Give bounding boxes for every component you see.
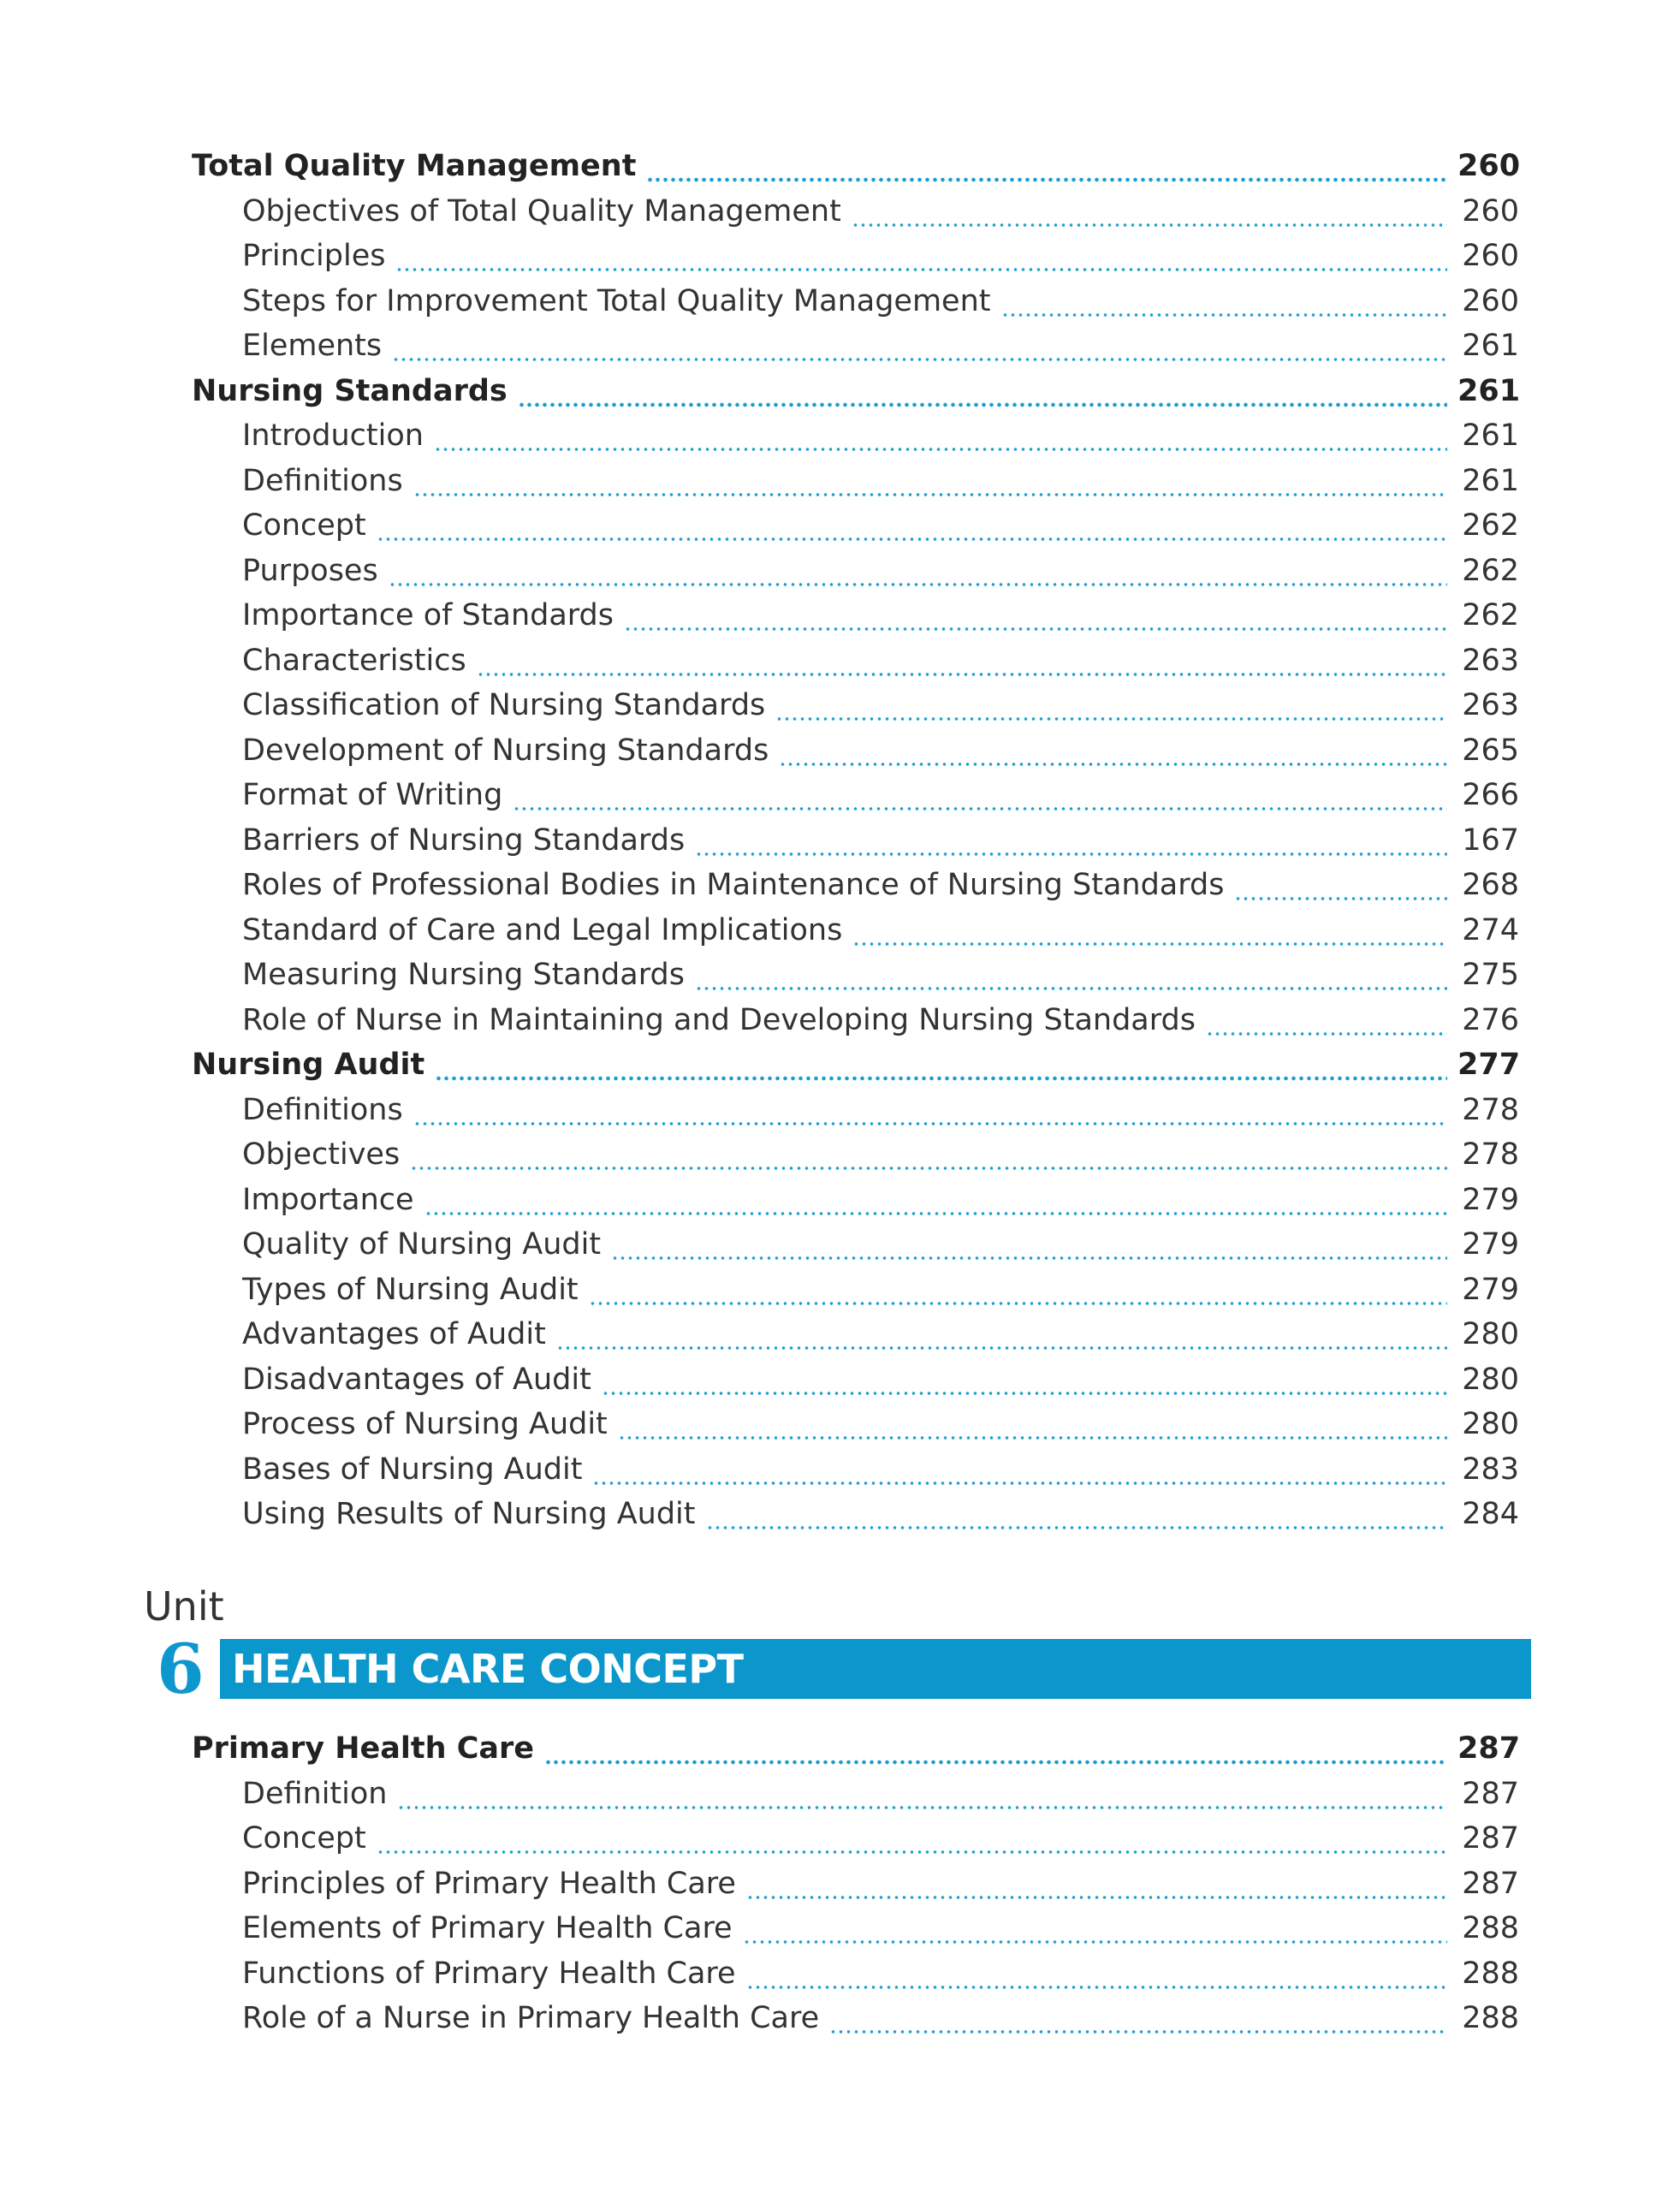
toc-entry-title: Objectives bbox=[242, 1137, 401, 1172]
dot-leader bbox=[695, 985, 1447, 992]
toc-entry-row[interactable] bbox=[0, 644, 1680, 688]
toc-entry-row[interactable] bbox=[0, 1273, 1680, 1317]
dot-leader bbox=[589, 1300, 1447, 1307]
toc-entry-row[interactable] bbox=[0, 1003, 1680, 1048]
toc-page-number: 288 bbox=[1462, 2001, 1519, 2035]
toc-entry-title: Definition bbox=[242, 1776, 388, 1811]
toc-entry-title: Steps for Improvement Total Quality Management bbox=[242, 283, 991, 318]
toc-entry-title: Barriers of Nursing Standards bbox=[242, 822, 686, 858]
toc-entry-title: Process of Nursing Audit bbox=[242, 1407, 608, 1441]
toc-entry-title: Elements bbox=[242, 329, 383, 363]
toc-entry-title: Importance of Standards bbox=[242, 598, 614, 632]
dot-leader bbox=[413, 1120, 1447, 1127]
toc-entry-title: Role of Nurse in Maintaining and Developing Nursing Standards bbox=[242, 1002, 1196, 1037]
toc-page-number: 274 bbox=[1462, 912, 1519, 947]
toc-entry-row[interactable] bbox=[0, 239, 1680, 283]
toc-entry-title: Using Results of Nursing Audit bbox=[242, 1497, 696, 1531]
dot-leader bbox=[852, 222, 1447, 229]
toc-page-number: 280 bbox=[1462, 1362, 1519, 1397]
toc-page-number: 279 bbox=[1462, 1182, 1519, 1217]
unit-title: HEALTH CARE CONCEPT bbox=[232, 1646, 744, 1692]
toc-page-number: 287 bbox=[1462, 1776, 1519, 1811]
toc-page-number: 287 bbox=[1462, 1821, 1519, 1856]
dot-leader bbox=[852, 941, 1447, 947]
toc-page-number: 288 bbox=[1462, 1956, 1519, 1991]
toc-entry-title: Total Quality Management bbox=[192, 149, 637, 183]
toc-heading-row[interactable] bbox=[0, 1048, 1680, 1092]
toc-entry-title: Objectives of Total Quality Management bbox=[242, 193, 841, 229]
toc-entry-row[interactable] bbox=[0, 1093, 1680, 1137]
dot-leader bbox=[1206, 1030, 1447, 1037]
toc-page-number: 261 bbox=[1462, 329, 1519, 363]
toc-page-number: 279 bbox=[1462, 1227, 1519, 1262]
toc-page-number: 261 bbox=[1462, 463, 1519, 498]
toc-entry-title: Elements of Primary Health Care bbox=[242, 1911, 733, 1945]
toc-page-number: 266 bbox=[1462, 778, 1519, 812]
toc-page-number: 288 bbox=[1462, 1911, 1519, 1945]
dot-leader bbox=[397, 1804, 1447, 1811]
toc-entry-title: Primary Health Care bbox=[192, 1731, 535, 1766]
dot-leader bbox=[377, 1849, 1447, 1856]
toc-entry-title: Quality of Nursing Audit bbox=[242, 1227, 602, 1262]
dot-leader bbox=[743, 1939, 1447, 1945]
dot-leader bbox=[389, 581, 1447, 588]
toc-entry-title: Characteristics bbox=[242, 643, 466, 678]
toc-entry-row[interactable] bbox=[0, 1956, 1680, 2001]
toc-page-number: 260 bbox=[1457, 149, 1521, 183]
toc-entry-row[interactable] bbox=[0, 194, 1680, 239]
dot-leader bbox=[829, 2028, 1447, 2035]
toc-heading-row[interactable] bbox=[0, 149, 1680, 193]
toc-entry-title: Development of Nursing Standards bbox=[242, 733, 769, 768]
dot-leader bbox=[556, 1345, 1447, 1351]
toc-page-number: 283 bbox=[1462, 1452, 1519, 1487]
toc-entry-row[interactable] bbox=[0, 913, 1680, 958]
toc-entry-row[interactable] bbox=[0, 958, 1680, 1002]
dot-leader bbox=[413, 491, 1447, 498]
toc-page-number: 265 bbox=[1462, 733, 1519, 768]
toc-entry-row[interactable] bbox=[0, 823, 1680, 868]
dot-leader bbox=[592, 1480, 1447, 1487]
dot-leader bbox=[392, 356, 1447, 363]
toc-page-number: 167 bbox=[1462, 822, 1519, 858]
toc-page-number: 277 bbox=[1457, 1048, 1521, 1082]
toc-entry-title: Format of Writing bbox=[242, 778, 503, 812]
toc-entry-title: Bases of Nursing Audit bbox=[242, 1452, 583, 1487]
toc-entry-title: Importance bbox=[242, 1182, 414, 1217]
unit-title-banner bbox=[220, 1639, 1531, 1699]
toc-page-number: 287 bbox=[1457, 1731, 1521, 1766]
toc-page-number: 287 bbox=[1462, 1866, 1519, 1901]
unit-label: Unit bbox=[144, 1583, 224, 1630]
toc-page-number: 262 bbox=[1462, 553, 1519, 588]
toc-entry-row[interactable] bbox=[0, 1911, 1680, 1956]
toc-heading-row[interactable] bbox=[0, 374, 1680, 419]
toc-entry-title: Advantages of Audit bbox=[242, 1317, 546, 1351]
toc-entry-row[interactable] bbox=[0, 868, 1680, 912]
toc-entry-row[interactable] bbox=[0, 1821, 1680, 1866]
toc-entry-title: Principles bbox=[242, 239, 386, 273]
dot-leader bbox=[779, 761, 1447, 768]
toc-page-number: 260 bbox=[1462, 239, 1519, 273]
toc-entry-row[interactable] bbox=[0, 554, 1680, 598]
toc-entry-title: Nursing Audit bbox=[192, 1048, 425, 1082]
dot-leader bbox=[746, 1894, 1447, 1901]
toc-entry-title: Definitions bbox=[242, 463, 403, 498]
toc-page-number: 280 bbox=[1462, 1317, 1519, 1351]
toc-page-number: 260 bbox=[1462, 283, 1519, 318]
toc-entry-row[interactable] bbox=[0, 1407, 1680, 1452]
dot-leader bbox=[410, 1165, 1447, 1172]
dot-leader bbox=[624, 626, 1447, 632]
dot-leader bbox=[706, 1524, 1448, 1531]
dot-leader bbox=[435, 1075, 1447, 1082]
toc-entry-title: Role of a Nurse in Primary Health Care bbox=[242, 2001, 820, 2035]
toc-heading-row[interactable] bbox=[0, 1731, 1680, 1776]
toc-entry-title: Measuring Nursing Standards bbox=[242, 958, 685, 992]
dot-leader bbox=[377, 536, 1447, 543]
dot-leader bbox=[646, 176, 1447, 183]
toc-entry-row[interactable] bbox=[0, 1867, 1680, 1911]
toc-entry-row[interactable] bbox=[0, 1363, 1680, 1407]
toc-page-number: 260 bbox=[1462, 193, 1519, 229]
toc-entry-row[interactable] bbox=[0, 508, 1680, 553]
toc-entry-row[interactable] bbox=[0, 1452, 1680, 1497]
dot-leader bbox=[395, 266, 1447, 273]
dot-leader bbox=[477, 671, 1447, 678]
dot-leader bbox=[518, 401, 1447, 408]
dot-leader bbox=[513, 805, 1447, 812]
dot-leader bbox=[618, 1434, 1447, 1441]
toc-entry-title: Definitions bbox=[242, 1092, 403, 1127]
toc-entry-row[interactable] bbox=[0, 778, 1680, 822]
toc-page-number: 275 bbox=[1462, 958, 1519, 992]
toc-page-number: 278 bbox=[1462, 1137, 1519, 1172]
dot-leader bbox=[746, 1984, 1447, 1991]
toc-entry-title: Introduction bbox=[242, 419, 424, 453]
toc-entry-title: Concept bbox=[242, 508, 366, 543]
toc-page-number: 268 bbox=[1462, 868, 1519, 902]
toc-page-number: 279 bbox=[1462, 1272, 1519, 1307]
dot-leader bbox=[611, 1255, 1447, 1262]
toc-page-number: 261 bbox=[1462, 419, 1519, 453]
toc-entry-row[interactable] bbox=[0, 284, 1680, 329]
dot-leader bbox=[695, 851, 1447, 858]
toc-entry-row[interactable] bbox=[0, 419, 1680, 463]
toc-entry-title: Purposes bbox=[242, 553, 378, 588]
dot-leader bbox=[424, 1210, 1447, 1217]
toc-entry-title: Functions of Primary Health Care bbox=[242, 1956, 736, 1991]
toc-entry-row[interactable] bbox=[0, 1317, 1680, 1362]
dot-leader bbox=[434, 446, 1447, 453]
dot-leader bbox=[1001, 312, 1448, 318]
toc-entry-row[interactable] bbox=[0, 1183, 1680, 1227]
toc-entry-row[interactable] bbox=[0, 733, 1680, 778]
toc-page-number: 278 bbox=[1462, 1092, 1519, 1127]
dot-leader bbox=[544, 1759, 1447, 1766]
toc-entry-title: Standard of Care and Legal Implications bbox=[242, 912, 843, 947]
toc-page-number: 276 bbox=[1462, 1002, 1519, 1037]
toc-page-number: 263 bbox=[1462, 643, 1519, 678]
toc-page-number: 284 bbox=[1462, 1497, 1519, 1531]
toc-entry-row[interactable] bbox=[0, 1497, 1680, 1541]
toc-entry-row[interactable] bbox=[0, 1227, 1680, 1272]
toc-entry-row[interactable] bbox=[0, 598, 1680, 643]
toc-entry-title: Classification of Nursing Standards bbox=[242, 688, 766, 722]
toc-entry-title: Principles of Primary Health Care bbox=[242, 1866, 736, 1901]
toc-entry-row[interactable] bbox=[0, 688, 1680, 733]
toc-entry-title: Roles of Professional Bodies in Maintenance of Nursing Standards bbox=[242, 868, 1225, 902]
toc-entry-row[interactable] bbox=[0, 2001, 1680, 2046]
toc-page-number: 280 bbox=[1462, 1407, 1519, 1441]
toc-page-number: 261 bbox=[1457, 373, 1521, 408]
toc-entry-title: Disadvantages of Audit bbox=[242, 1362, 591, 1397]
toc-entry-row[interactable] bbox=[0, 1777, 1680, 1821]
dot-leader bbox=[602, 1390, 1447, 1397]
toc-entry-title: Concept bbox=[242, 1821, 366, 1856]
toc-entry-row[interactable] bbox=[0, 329, 1680, 373]
toc-entry-title: Types of Nursing Audit bbox=[242, 1272, 579, 1307]
toc-page-number: 262 bbox=[1462, 598, 1519, 632]
toc-entry-title: Nursing Standards bbox=[192, 373, 508, 408]
dot-leader bbox=[1234, 895, 1447, 902]
dot-leader bbox=[775, 715, 1447, 722]
toc-entry-row[interactable] bbox=[0, 1137, 1680, 1182]
toc-page-number: 263 bbox=[1462, 688, 1519, 722]
unit-number: 6 bbox=[157, 1629, 205, 1709]
toc-page-number: 262 bbox=[1462, 508, 1519, 543]
toc-entry-row[interactable] bbox=[0, 464, 1680, 508]
